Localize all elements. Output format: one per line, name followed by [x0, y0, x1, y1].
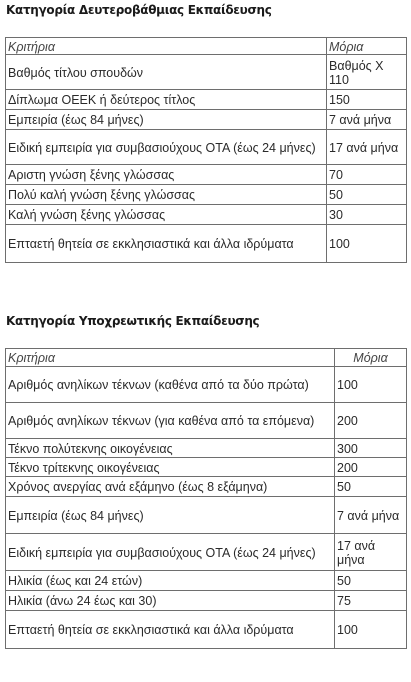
table-row — [6, 205, 407, 225]
criterion-cell: Επταετή θητεία σε εκκλησιαστικά και άλλα ιδρύματα — [6, 225, 327, 263]
table-row — [6, 110, 407, 130]
criterion-cell: Αριστη γνώση ξένης γλώσσας — [6, 165, 327, 185]
table-row — [6, 185, 407, 205]
criteria-table-secondary — [5, 37, 407, 263]
table-row — [6, 458, 407, 477]
criterion-cell: Δίπλωμα ΟΕΕΚ ή δεύτερος τίτλος — [6, 90, 327, 110]
points-cell: 50 — [327, 185, 407, 205]
points-cell: 300 — [335, 439, 407, 458]
criterion-cell: Χρόνος ανεργίας ανά εξάμηνο (έως 8 εξάμηνα) — [6, 477, 335, 497]
points-cell: 150 — [327, 90, 407, 110]
section-title-secondary: Κατηγορία Δευτεροβάθμιας Εκπαίδευσης — [6, 3, 272, 17]
header-criteria: Κριτήρια — [6, 349, 335, 367]
table-row — [6, 591, 407, 611]
points-cell: 7 ανά μήνα — [327, 110, 407, 130]
table-header-row — [6, 349, 407, 367]
section-title-compulsory: Κατηγορία Υποχρεωτικής Εκπαίδευσης — [6, 314, 260, 328]
table-row — [6, 165, 407, 185]
points-cell: 50 — [335, 571, 407, 591]
criterion-cell: Βαθμός τίτλου σπουδών — [6, 55, 327, 90]
criterion-cell: Καλή γνώση ξένης γλώσσας — [6, 205, 327, 225]
criterion-cell: Εμπειρία (έως 84 μήνες) — [6, 497, 335, 534]
criterion-cell: Ειδική εμπειρία για συμβασιούχους ΟΤΑ (έως 24 μήνες) — [6, 130, 327, 165]
points-cell: 100 — [335, 367, 407, 403]
header-points: Μόρια — [335, 349, 407, 367]
points-cell: 17 ανά μήνα — [335, 534, 407, 571]
points-cell: 100 — [327, 225, 407, 263]
table-row — [6, 439, 407, 458]
criterion-cell: Αριθμός ανηλίκων τέκνων (για καθένα από τα επόμενα) — [6, 403, 335, 439]
table-row — [6, 571, 407, 591]
table-row — [6, 130, 407, 165]
points-cell: 50 — [335, 477, 407, 497]
points-cell: 75 — [335, 591, 407, 611]
points-cell: 100 — [335, 611, 407, 649]
criterion-cell: Επταετή θητεία σε εκκλησιαστικά και άλλα ιδρύματα — [6, 611, 335, 649]
criterion-cell: Αριθμός ανηλίκων τέκνων (καθένα από τα δύο πρώτα) — [6, 367, 335, 403]
points-cell: 30 — [327, 205, 407, 225]
table-row — [6, 611, 407, 649]
points-cell: 70 — [327, 165, 407, 185]
points-cell: 7 ανά μήνα — [335, 497, 407, 534]
table-header-row — [6, 38, 407, 55]
table-row — [6, 403, 407, 439]
header-criteria: Κριτήρια — [6, 38, 327, 55]
table-row — [6, 477, 407, 497]
table-row — [6, 55, 407, 90]
points-cell: 17 ανά μήνα — [327, 130, 407, 165]
criterion-cell: Ηλικία (έως και 24 ετών) — [6, 571, 335, 591]
criterion-cell: Πολύ καλή γνώση ξένης γλώσσας — [6, 185, 327, 205]
points-cell: 200 — [335, 403, 407, 439]
criteria-table-compulsory — [5, 348, 407, 649]
criterion-cell: Εμπειρία (έως 84 μήνες) — [6, 110, 327, 130]
table-row — [6, 90, 407, 110]
criterion-cell: Τέκνο πολύτεκνης οικογένειας — [6, 439, 335, 458]
criterion-cell: Τέκνο τρίτεκνης οικογένειας — [6, 458, 335, 477]
points-cell: Βαθμός X 110 — [327, 55, 407, 90]
criterion-cell: Ηλικία (άνω 24 έως και 30) — [6, 591, 335, 611]
points-cell: 200 — [335, 458, 407, 477]
criterion-cell: Ειδική εμπειρία για συμβασιούχους ΟΤΑ (έως 24 μήνες) — [6, 534, 335, 571]
header-points: Μόρια — [327, 38, 407, 55]
table-row — [6, 534, 407, 571]
table-row — [6, 225, 407, 263]
table-row — [6, 497, 407, 534]
table-row — [6, 367, 407, 403]
